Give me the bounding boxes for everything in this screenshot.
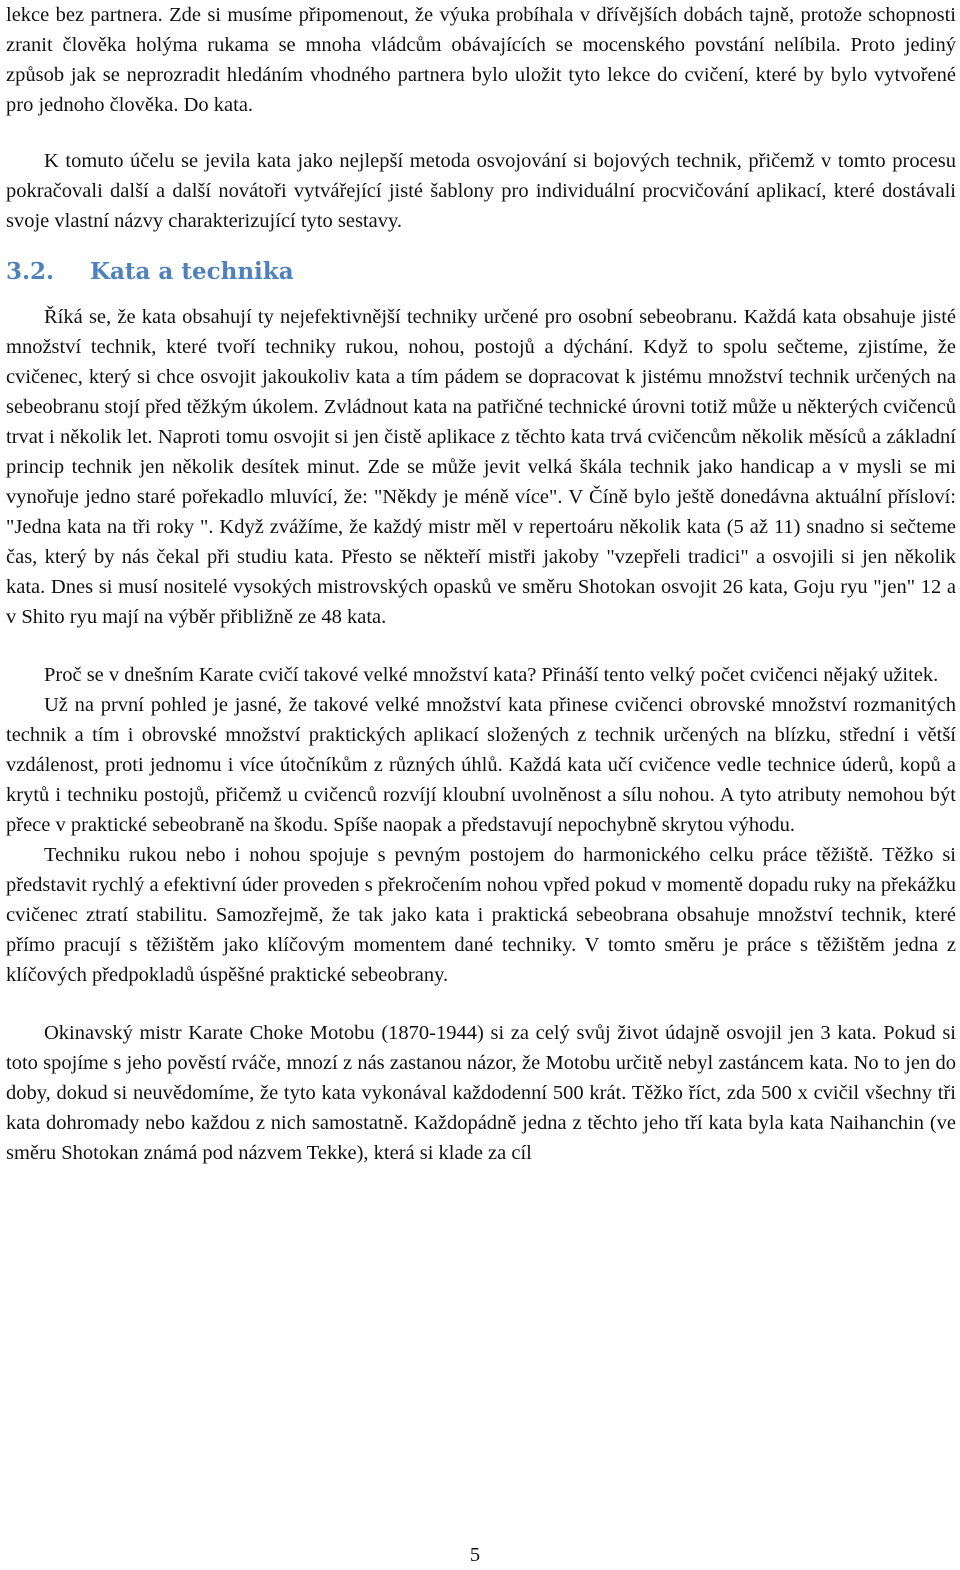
- section-heading: [6, 256, 956, 288]
- paragraph-motobu: Okinavský mistr Karate Choke Motobu (1870-1944) si za celý svůj život údajně osvojil jen 3 kata. Pokud si toto spojíme s jeho pověstí rváče, mnozí z nás zastanou názor, že Motobu určitě nebyl zastáncem kata. No to jen do doby, dokud si neuvědomíme, že tyto kata vykonával každodenní 500 krát. Těžko říct, zda 500 x cvičil všechny tři kata dohromady nebo každou z nich samostatně. Každopádně jedna z těchto jeho tří kata byla kata Naihanchin (ve směru Shotokan známá pod názvem Tekke), která si klade za cíl: [6, 1022, 956, 1164]
- paragraph-intro: lekce bez partnera. Zde si musíme připomenout, že výuka probíhala v dřívějších dobách tajně, protože schopnosti zranit člověka holýma rukama se mnoha vládcům obávajících se mocenského povstání nelíbila. Proto jediný způsob jak se neprozradit hledáním vhodného partnera bylo uložit tyto lekce do cvičení, které by bylo vytvořené pro jednoho člověka. Do kata.: [6, 4, 956, 116]
- paragraph-kata-techniques: Říká se, že kata obsahují ty nejefektivnější techniky určené pro osobní sebeobranu. Každá kata obsahuje jisté množství technik, které tvoří techniky rukou, nohou, postojů a dýchání. Když to spolu sečteme, zjistíme, že cvičenec, který si chce osvojit jakoukoliv kata a tím pádem se dopracovat k jistému množství technik určených na sebeobranu stojí před těžkým úkolem. Zvládnout kata na patřičné technické úrovni totiž může u některých cvičenců trvat i několik let. Naproti tomu osvojit si jen čistě aplikace z těchto kata trvá cvičencům několik měsíců a základní princip technik jen několik desítek minut. Zde se může jevit velká škála technik jako handicap a v mysli se mi vynořuje jedno staré pořekadlo mluvící, že: "Někdy je méně více". V Číně bylo ještě donedávna aktuální přísloví: "Jedna kata na tři roky ". Když zvážíme, že každý mistr měl v repertoáru několik kata (5 až 11) snadno si sečteme čas, který by nás čekal při studiu kata. Přesto se někteří mistři jakoby "vzepřeli tradici" a osvojili si jen několik kata. Dnes si musí nositelé vysokých mistrovských opasků ve směru Shotokan osvojit 26 kata, Goju ryu "jen" 12 a v Shito ryu mají na výběr přibližně ze 48 kata.: [6, 306, 956, 628]
- paragraph-center-of-gravity: Techniku rukou nebo i nohou spojuje s pevným postojem do harmonického celku práce těžiště. Těžko si představit rychlý a efektivní úder proveden s překročením nohou vpřed pokud v momentě dopadu ruky na překážku cvičenec ztratí stabilitu. Samozřejmě, že tak jako kata i praktická sebeobrana obsahuje množství technik, které přímo pracují s těžištěm jako klíčovým momentem dané techniky. V tomto směru je práce s těžištěm jedna z klíčových předpokladů úspěšné praktické sebeobrany.: [6, 844, 956, 986]
- document-page: [6, 0, 956, 1568]
- paragraph-kata-method: K tomuto účelu se jevila kata jako nejlepší metoda osvojování si bojových technik, přičemž v tomto procesu pokračovali další a další novátoři vytvářející jisté šablony pro individuální procvičování aplikací, které dostávali svoje vlastní názvy charakterizující tyto sestavy.: [6, 150, 956, 232]
- page-number: 5: [469, 1544, 481, 1566]
- section-title: Kata a technika: [90, 258, 294, 285]
- paragraph-question: Proč se v dnešním Karate cvičí takové velké množství kata? Přináší tento velký počet cvičenci nějaký užitek.: [44, 664, 939, 686]
- section-number: 3.2.: [6, 258, 55, 285]
- paragraph-first-look: Už na první pohled je jasné, že takové velké množství kata přinese cvičenci obrovské množství rozmanitých technik a tím i obrovské množství praktických aplikací složených z technik určených na blízku, střední i větší vzdálenost, proti jednomu i více útočníkům z různých úhlů. Každá kata učí cvičence vedle technice úderů, kopů a krytů i techniku postojů, přičemž u cvičenců rozvíjí kloubní uvolněnost a sílu nohou. A tyto atributy nemohou být přece v praktické sebeobraně na škodu. Spíše naopak a představují nepochybně skrytou výhodu.: [6, 694, 956, 836]
